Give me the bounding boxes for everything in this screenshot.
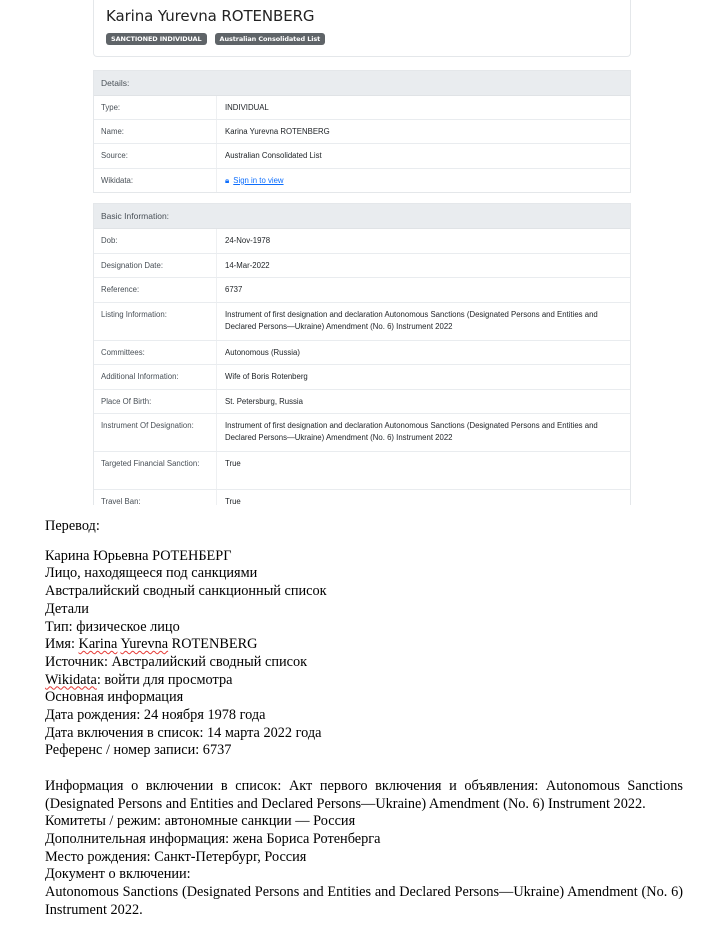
wikidata-word: Wikidata xyxy=(45,671,97,688)
row-label: Listing Information: xyxy=(94,303,217,340)
details-table xyxy=(93,70,631,193)
text-line: Лицо, находящееся под санкциями xyxy=(45,565,258,582)
row-label: Travel Ban: xyxy=(94,490,217,505)
basic-info-table xyxy=(93,203,631,505)
text-line: Детали xyxy=(45,600,89,617)
text-line: Комитеты / режим: автономные санкции — Россия xyxy=(45,813,356,830)
text-line: Autonomous Sanctions (Designated Persons and Entities and Declared Persons—Ukraine) Amendment (No. 6) Instrument 2022. xyxy=(45,884,683,918)
row-value: True xyxy=(225,459,241,468)
row-label: Reference: xyxy=(94,278,217,302)
text-line: Дополнительная информация: жена Бориса Ротенберга xyxy=(45,830,381,847)
lock-icon: 🔒︎ xyxy=(225,175,230,185)
row-label: Type: xyxy=(94,96,217,119)
text-line: Источник: Австралийский сводный список xyxy=(45,653,308,670)
row-label: Committees: xyxy=(94,341,217,364)
text-line: Карина Юрьевна РОТЕНБЕРГ xyxy=(45,547,232,564)
table-row xyxy=(94,254,630,278)
text-line: Информация о включении в список: Акт первого включения и объявления: Autonomous Sanctions (Designated Persons and Entities and Declared Persons—Ukraine) Amendment (No. 6) Instrument 2022. xyxy=(45,777,683,812)
row-label: Wikidata: xyxy=(94,169,217,192)
sanctions-profile-screenshot xyxy=(93,0,631,505)
table-row xyxy=(94,120,630,144)
wikidata-line xyxy=(45,672,683,690)
row-value: 6737 xyxy=(225,285,243,294)
row-value: St. Petersburg, Russia xyxy=(225,396,304,406)
row-label: Dob: xyxy=(94,229,217,253)
row-label: Targeted Financial Sanction: xyxy=(94,452,217,489)
table-row xyxy=(94,278,630,303)
table-row xyxy=(94,341,630,365)
profile-header xyxy=(93,0,631,57)
source-badge: Australian Consolidated List xyxy=(215,33,326,45)
badge-group xyxy=(106,33,325,45)
sign-in-link[interactable]: Sign in to view xyxy=(233,175,284,185)
table-row xyxy=(94,390,630,414)
row-value: 24-Nov-1978 xyxy=(225,236,271,245)
person-name: Karina Yurevna ROTENBERG xyxy=(106,7,315,25)
text-line: Дата рождения: 24 ноября 1978 года xyxy=(45,707,266,724)
row-value: Instrument of first designation and declaration Autonomous Sanctions (Designated Persons and Entities and Declared Persons—Ukraine) Amendment (No. 6) Instrument 2022 xyxy=(225,421,598,442)
name-line-last: ROTENBERG xyxy=(171,636,258,653)
row-value: Wife of Boris Rotenberg xyxy=(225,372,308,381)
row-label: Designation Date: xyxy=(94,254,217,277)
translation-text xyxy=(45,518,683,919)
row-value: True xyxy=(225,497,241,505)
row-label: Name: xyxy=(94,120,217,143)
text-line: Основная информация xyxy=(45,689,184,706)
table-row xyxy=(94,169,630,192)
table-row xyxy=(94,365,630,390)
row-value: 14-Mar-2022 xyxy=(225,260,270,270)
name-line-first: Karina xyxy=(78,636,118,653)
name-line-prefix: Имя: xyxy=(45,636,79,653)
wikidata-rest: : войти для просмотра xyxy=(96,671,233,688)
text-line: Документ о включении: xyxy=(45,866,191,883)
row-label: Instrument Of Designation: xyxy=(94,414,217,451)
translation-heading: Перевод: xyxy=(45,518,100,534)
basic-info-heading: Basic Information: xyxy=(94,204,630,229)
table-row xyxy=(94,303,630,341)
paragraph-gap xyxy=(45,760,683,778)
details-heading: Details: xyxy=(94,71,630,96)
text-line: Австралийский сводный санкционный список xyxy=(45,583,327,600)
table-row xyxy=(94,229,630,254)
row-value: Instrument of first designation and declaration Autonomous Sanctions (Designated Persons and Entities and Declared Persons—Ukraine) Amendment (No. 6) Instrument 2022 xyxy=(225,310,598,331)
text-line: Место рождения: Санкт-Петербург, Россия xyxy=(45,848,307,865)
sanctioned-badge: SANCTIONED INDIVIDUAL xyxy=(106,33,207,45)
table-row xyxy=(94,452,630,490)
text-line: Тип: физическое лицо xyxy=(45,618,180,635)
row-label: Additional Information: xyxy=(94,365,217,389)
text-line: Дата включения в список: 14 марта 2022 года xyxy=(45,724,322,741)
name-line-middle: Yurevna xyxy=(120,636,169,653)
table-row xyxy=(94,414,630,452)
row-label: Source: xyxy=(94,144,217,168)
table-row xyxy=(94,490,630,505)
row-label: Place Of Birth: xyxy=(94,390,217,413)
row-value xyxy=(217,169,630,192)
row-value: Autonomous (Russia) xyxy=(225,347,300,357)
row-value: INDIVIDUAL xyxy=(225,102,269,112)
text-line: Референс / номер записи: 6737 xyxy=(45,742,232,759)
row-value: Karina Yurevna ROTENBERG xyxy=(225,126,330,136)
table-row xyxy=(94,96,630,120)
name-line xyxy=(45,636,683,654)
table-row xyxy=(94,144,630,169)
row-value: Australian Consolidated List xyxy=(225,151,322,160)
